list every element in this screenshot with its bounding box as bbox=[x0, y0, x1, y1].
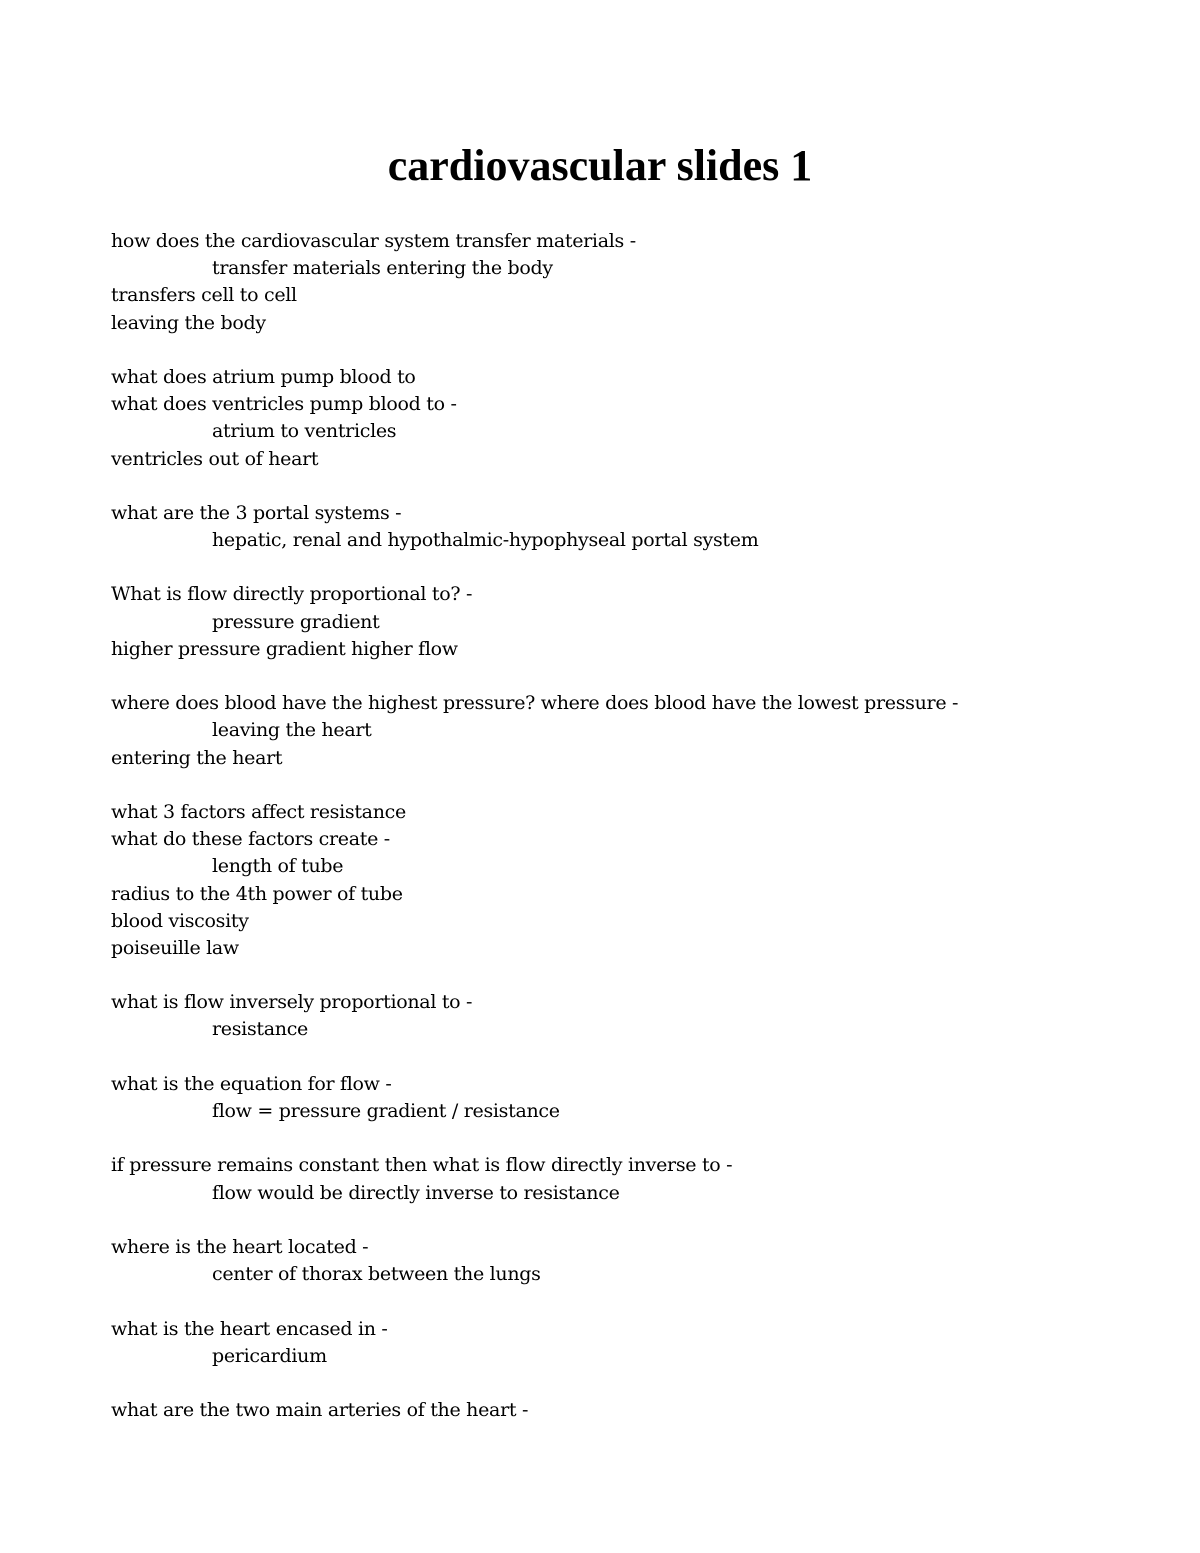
question-line: how does the cardiovascular system transfer materials - bbox=[111, 230, 636, 252]
question-line: where does blood have the highest pressure? where does blood have the lowest pressure - bbox=[111, 692, 959, 715]
qa-card bbox=[111, 989, 1111, 1043]
spacer bbox=[111, 962, 1111, 989]
spacer bbox=[111, 1370, 1111, 1397]
question-line: what does atrium pump blood to bbox=[111, 365, 416, 388]
spacer bbox=[111, 772, 1111, 799]
qa-card bbox=[111, 1316, 1111, 1370]
continuation-line: entering the heart bbox=[111, 746, 283, 769]
spacer bbox=[111, 1207, 1111, 1234]
continuation-line: leaving the body bbox=[111, 311, 266, 334]
answer-line: center of thorax between the lungs bbox=[212, 1263, 541, 1286]
answer-line: leaving the heart bbox=[212, 719, 372, 742]
continuation-line: transfers cell to cell bbox=[111, 284, 297, 307]
continuation-line: higher pressure gradient higher flow bbox=[111, 637, 458, 660]
answer-line: pressure gradient bbox=[212, 610, 380, 633]
answer-line: flow would be directly inverse to resistance bbox=[212, 1181, 620, 1204]
answer-line: pericardium bbox=[212, 1344, 327, 1367]
answer-line: resistance bbox=[212, 1018, 308, 1041]
qa-card bbox=[111, 1152, 1111, 1206]
answer-line: length of tube bbox=[212, 855, 344, 878]
qa-card bbox=[111, 364, 1111, 473]
qa-card bbox=[111, 581, 1111, 663]
question-line: what is flow inversely proportional to - bbox=[111, 991, 473, 1014]
answer-line: flow = pressure gradient / resistance bbox=[212, 1100, 560, 1122]
question-line: what 3 factors affect resistance bbox=[111, 800, 406, 823]
spacer bbox=[111, 1125, 1111, 1152]
spacer bbox=[111, 1044, 1111, 1071]
qa-card bbox=[111, 1397, 1111, 1424]
continuation-line: ventricles out of heart bbox=[111, 447, 319, 470]
question-line: what is the heart encased in - bbox=[111, 1317, 388, 1340]
qa-card bbox=[111, 1071, 1111, 1125]
answer-line: hepatic, renal and hypothalmic-hypophyseal portal system bbox=[212, 529, 759, 552]
question-line: what are the two main arteries of the heart - bbox=[111, 1399, 529, 1422]
qa-card bbox=[111, 228, 1111, 337]
spacer bbox=[111, 1288, 1111, 1315]
continuation-line: poiseuille law bbox=[111, 936, 239, 959]
continuation-line: blood viscosity bbox=[111, 909, 249, 932]
continuation-line: radius to the 4th power of tube bbox=[111, 882, 403, 905]
spacer bbox=[111, 337, 1111, 364]
qa-card bbox=[111, 799, 1111, 962]
question-line: what is the equation for flow - bbox=[111, 1072, 392, 1095]
question-line: where is the heart located - bbox=[111, 1235, 369, 1258]
qa-card bbox=[111, 690, 1111, 772]
question-line: What is flow directly proportional to? - bbox=[111, 583, 473, 606]
document-body bbox=[111, 228, 1111, 1424]
spacer bbox=[111, 473, 1111, 500]
question-line: what are the 3 portal systems - bbox=[111, 501, 402, 524]
answer-line: transfer materials entering the body bbox=[212, 257, 553, 280]
question-line: what does ventricles pump blood to - bbox=[111, 393, 457, 416]
spacer bbox=[111, 554, 1111, 581]
question-line: if pressure remains constant then what is flow directly inverse to - bbox=[111, 1154, 733, 1177]
answer-line: atrium to ventricles bbox=[212, 420, 397, 443]
document-title: cardiovascular slides 1 bbox=[387, 141, 813, 190]
question-line: what do these factors create - bbox=[111, 828, 390, 851]
spacer bbox=[111, 663, 1111, 690]
qa-card bbox=[111, 1234, 1111, 1288]
qa-card bbox=[111, 500, 1111, 554]
